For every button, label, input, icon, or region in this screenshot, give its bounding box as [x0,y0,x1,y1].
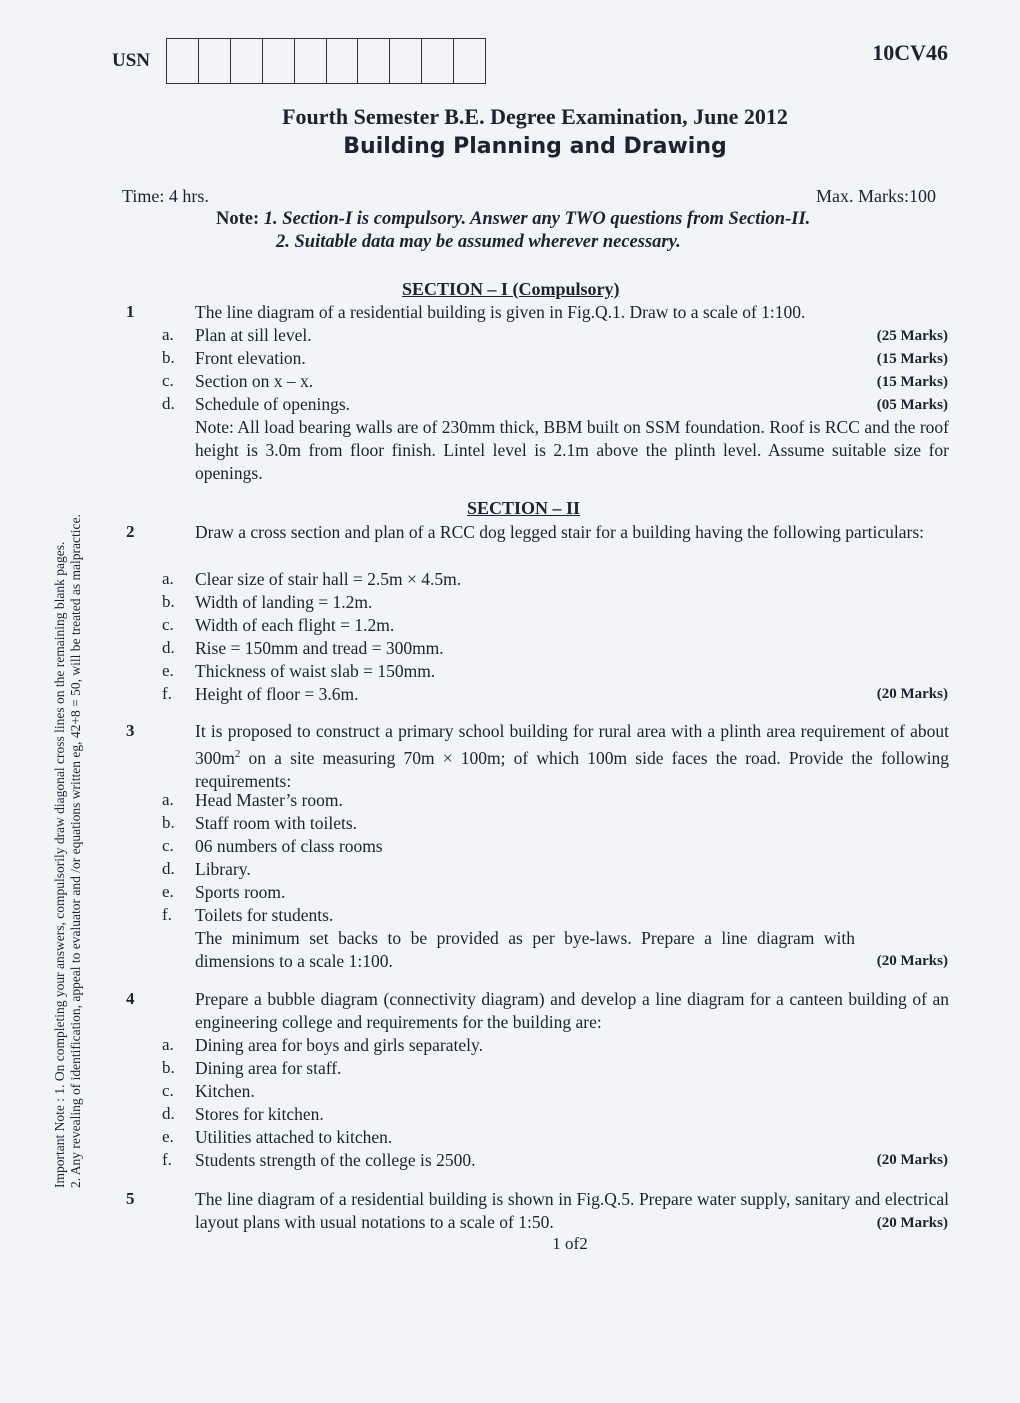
max-marks: Max. Marks:100 [816,186,936,206]
q3-stem-sup: 2 [234,748,241,760]
exam-title: Fourth Semester B.E. Degree Examination, June 2012 [282,104,788,129]
q1-number: 1 [126,302,135,321]
q3d-text: Library. [195,859,251,879]
q3b-letter: b. [162,813,175,832]
page-number: 1 of2 [552,1234,588,1253]
instruction-note-2: 2. Suitable data may be assumed wherever necessary. [276,232,681,252]
usn-cell [167,39,199,83]
q5-stem: The line diagram of a residential building is shown in Fig.Q.5. Prepare water supply, sanitary and electrical layout plans with usual notations to a scale of 1:50. [195,1189,949,1232]
q1d-letter: d. [162,394,175,413]
q2a-text: Clear size of stair hall = 2.5m × 4.5m. [195,569,462,589]
side-note-line-2: 2. Any revealing of identification, appeal to evaluator and /or equations written eg, 42+8 = 50, will be treated as malpractice. [68,514,83,1188]
usn-cell [390,39,422,83]
note-1-text: 1. Section-I is compulsory. Answer any TWO questions from Section-II. [263,209,811,229]
q1c-letter: c. [162,371,174,390]
q2c-text: Width of each flight = 1.2m. [195,615,395,635]
q4c-text: Kitchen. [195,1081,255,1101]
q1d-marks: (05 Marks) [876,397,948,413]
usn-cell [454,39,485,83]
q3a-letter: a. [162,790,174,809]
usn-cell [231,39,263,83]
note-label: Note: [216,209,260,229]
q2b-text: Width of landing = 1.2m. [195,592,373,612]
q1a-marks: (25 Marks) [876,328,948,344]
q2d-letter: d. [162,638,175,657]
q2-stem: Draw a cross section and plan of a RCC dog legged stair for a building having the following particulars: [195,522,924,542]
q1d-text: Schedule of openings. [195,394,351,414]
q1-stem: The line diagram of a residential building is given in Fig.Q.1. Draw to a scale of 1:100. [195,302,806,322]
q4f-text: Students strength of the college is 2500. [195,1150,476,1170]
q2f-text: Height of floor = 3.6m. [195,684,359,704]
q3-closing: The minimum set backs to be provided as per bye-laws. Prepare a line diagram with dimensions to a scale 1:100. [195,928,855,971]
side-important-note [52,288,84,1188]
q4a-letter: a. [162,1035,174,1054]
usn-cell [295,39,327,83]
q1b-letter: b. [162,348,175,367]
q3-number: 3 [126,721,135,740]
q4d-letter: d. [162,1104,175,1123]
q3d-letter: d. [162,859,175,878]
q1-note: Note: All load bearing walls are of 230mm thick, BBM built on SSM foundation. Roof is RCC and the roof height is 3.0m from floor finish. Lintel level is 2.1m above the plinth level. Assume suitable size for openings. [195,417,949,483]
q2e-text: Thickness of waist slab = 150mm. [195,661,436,681]
q4d-text: Stores for kitchen. [195,1104,324,1124]
q4b-letter: b. [162,1058,175,1077]
q4f-letter: f. [162,1150,172,1169]
q3f-letter: f. [162,905,172,924]
q3c-text: 06 numbers of class rooms [195,836,383,856]
section-2-title: SECTION – II [467,498,581,518]
usn-cell [199,39,231,83]
usn-boxes [166,38,486,84]
q3-stem-after: on a site measuring 70m × 100m; of which 100m side faces the road. Provide the following requirements: [195,747,949,791]
q3a-text: Head Master’s room. [195,790,343,810]
q4-number: 4 [126,989,135,1008]
q4e-text: Utilities attached to kitchen. [195,1127,393,1147]
q2f-letter: f. [162,684,172,703]
q1b-text: Front elevation. [195,348,306,368]
q1c-marks: (15 Marks) [876,374,948,390]
q2a-letter: a. [162,569,174,588]
usn-cell [358,39,390,83]
time-allowed: Time: 4 hrs. [122,186,209,206]
subject-title: Building Planning and Drawing [343,134,727,159]
q4a-text: Dining area for boys and girls separately. [195,1035,484,1055]
q5-marks: (20 Marks) [876,1215,948,1231]
q4b-text: Dining area for staff. [195,1058,342,1078]
q3-marks: (20 Marks) [876,953,948,969]
q1a-text: Plan at sill level. [195,325,312,345]
q3-stem [195,720,949,793]
q3c-letter: c. [162,836,174,855]
q2-number: 2 [126,522,135,541]
q3b-text: Staff room with toilets. [195,813,358,833]
q1a-letter: a. [162,325,174,344]
q4e-letter: e. [162,1127,174,1146]
q4c-letter: c. [162,1081,174,1100]
instruction-note-1 [216,209,810,230]
q4-stem: Prepare a bubble diagram (connectivity diagram) and develop a line diagram for a canteen building of an engineering college and requirements for the building are: [195,989,949,1032]
q3e-letter: e. [162,882,174,901]
q2b-letter: b. [162,592,175,611]
q3e-text: Sports room. [195,882,286,902]
side-note-line-1: Important Note : 1. On completing your answers, compulsorily draw diagonal cross lines on the remaining blank pages. [52,541,67,1188]
course-code: 10CV46 [872,40,948,65]
q2c-letter: c. [162,615,174,634]
q3f-text: Toilets for students. [195,905,334,925]
q1b-marks: (15 Marks) [876,351,948,367]
q4-marks: (20 Marks) [876,1152,948,1168]
q5-number: 5 [126,1189,135,1208]
usn-cell [422,39,454,83]
q2e-letter: e. [162,661,174,680]
q1c-text: Section on x – x. [195,371,314,391]
q2d-text: Rise = 150mm and tread = 300mm. [195,638,444,658]
usn-cell [263,39,295,83]
q2-marks: (20 Marks) [876,686,948,702]
usn-cell [327,39,359,83]
section-1-title: SECTION – I (Compulsory) [402,279,620,299]
usn-label: USN [112,50,151,71]
q3-stem-before: It is proposed to construct a primary school building for rural area with a plinth area requirement of about 300m [195,721,949,768]
